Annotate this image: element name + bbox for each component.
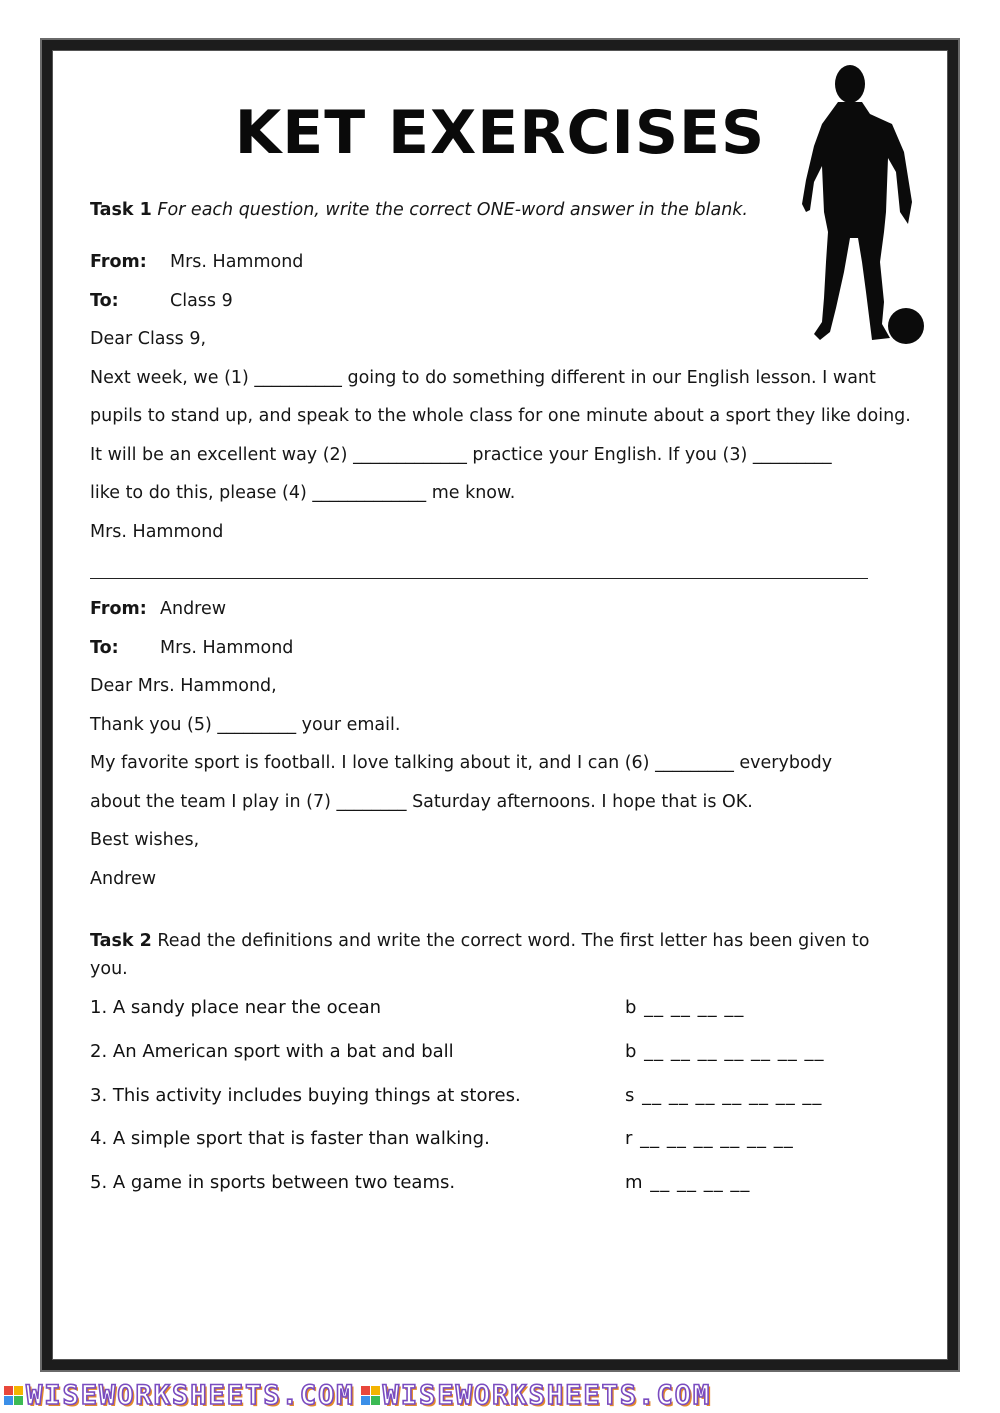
email2-from-label: From:: [90, 599, 147, 619]
task2-answer-5[interactable]: m __ __ __ __: [625, 1172, 751, 1193]
email1-signature: Mrs. Hammond: [90, 522, 224, 542]
task1-instruction: For each question, write the correct ONE-word answer in the blank.: [157, 200, 748, 220]
task2-definition-5: 5. A game in sports between two teams.: [90, 1172, 456, 1193]
task1-label: Task 1: [90, 200, 152, 220]
player-head: [835, 65, 865, 103]
task2-definition-2: 2. An American sport with a bat and ball: [90, 1041, 454, 1062]
email1-line-3[interactable]: It will be an excellent way (2) _____________ practice your English. If you (3) _________: [90, 445, 832, 465]
email1-line-2: pupils to stand up, and speak to the whole class for one minute about a sport they like doing.: [90, 406, 911, 426]
logo-tiles-icon: [4, 1386, 23, 1405]
task2-definition-4: 4. A simple sport that is faster than walking.: [90, 1128, 490, 1149]
email2-to-label: To:: [90, 638, 119, 658]
task2-answer-3[interactable]: s __ __ __ __ __ __ __: [625, 1085, 823, 1106]
section-divider: [90, 578, 868, 579]
email1-line-4[interactable]: like to do this, please (4) _____________ me know.: [90, 483, 516, 503]
logo-tiles-icon: [361, 1386, 380, 1405]
page-title: KET EXERCISES: [234, 98, 766, 168]
task2-answer-1[interactable]: b __ __ __ __: [625, 997, 745, 1018]
email2-line-2[interactable]: My favorite sport is football. I love talking about it, and I can (6) _________ everybody: [90, 753, 833, 773]
email2-greeting: Dear Mrs. Hammond,: [90, 676, 277, 696]
email2-from-row: [90, 598, 226, 620]
task1-heading: [90, 199, 748, 221]
task2-definition-1: 1. A sandy place near the ocean: [90, 997, 382, 1018]
email1-greeting: Dear Class 9,: [90, 329, 207, 349]
footer-brand-text-2: WISEWORKSHEETS.COM: [382, 1380, 712, 1411]
footer-logo-1: [4, 1380, 355, 1411]
football-player-illustration: [800, 62, 930, 352]
email1-to: Class 9: [170, 291, 233, 311]
email2-signature: Andrew: [90, 869, 157, 889]
email2-to-row: [90, 637, 293, 659]
email1-from-label: From:: [90, 252, 147, 272]
footer-logo-2: [361, 1380, 712, 1411]
email1-from-row: [90, 251, 303, 273]
player-body: [802, 102, 912, 340]
email2-closing: Best wishes,: [90, 830, 200, 850]
task2-answer-4[interactable]: r __ __ __ __ __ __: [625, 1128, 794, 1149]
task2-heading: [90, 927, 890, 983]
email1-line-1[interactable]: Next week, we (1) __________ going to do something different in our English lesson. I want: [90, 368, 876, 388]
task2-definition-3: 3. This activity includes buying things at stores.: [90, 1085, 521, 1106]
email2-to: Mrs. Hammond: [160, 638, 294, 658]
task2-label: Task 2: [90, 931, 152, 951]
email1-to-row: [90, 290, 233, 312]
footer-watermark: [0, 1378, 1000, 1413]
email1-from: Mrs. Hammond: [170, 252, 304, 272]
task2-answer-2[interactable]: b __ __ __ __ __ __ __: [625, 1041, 825, 1062]
email1-to-label: To:: [90, 291, 119, 311]
football: [888, 308, 924, 344]
email2-from: Andrew: [160, 599, 227, 619]
email2-line-1[interactable]: Thank you (5) _________ your email.: [90, 715, 401, 735]
email2-line-3[interactable]: about the team I play in (7) ________ Saturday afternoons. I hope that is OK.: [90, 792, 753, 812]
footer-brand-text-1: WISEWORKSHEETS.COM: [26, 1380, 355, 1411]
task2-instruction: Read the definitions and write the correct word. The first letter has been given to you.: [90, 931, 870, 979]
